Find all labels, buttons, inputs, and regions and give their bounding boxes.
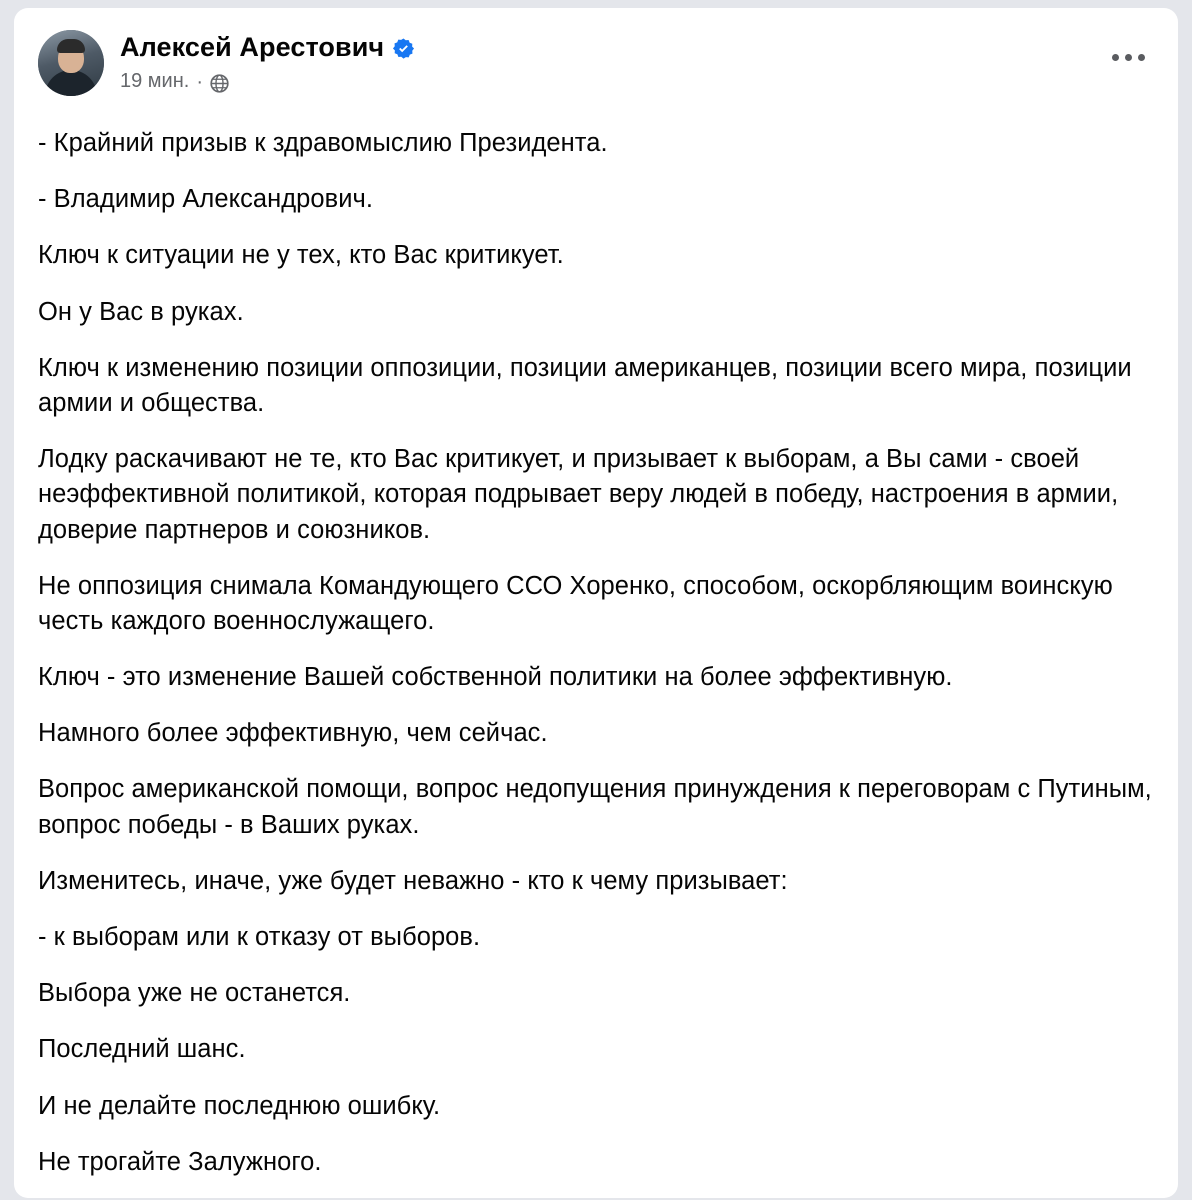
post-paragraph: Ключ - это изменение Вашей собственной политики на более эффективную.	[38, 663, 953, 692]
post-paragraph: - к выборам или к отказу от выборов.	[38, 923, 481, 951]
post-header	[38, 26, 1154, 104]
ellipsis-dot-3	[1138, 54, 1145, 61]
author-name[interactable]: Алексей Арестович	[120, 32, 385, 62]
post-paragraph: Он у Вас в руках.	[38, 297, 244, 326]
post-header-text	[120, 26, 415, 93]
post-paragraph: Изменитесь, иначе, уже будет неважно - кто к чему призывает:	[38, 866, 788, 895]
post-paragraph: - Владимир Александрович.	[38, 185, 373, 214]
avatar[interactable]	[38, 30, 104, 96]
post-more-options-button[interactable]	[1102, 40, 1154, 74]
post-card	[14, 8, 1178, 1198]
post-paragraph: Последний шанс.	[38, 1035, 246, 1064]
ellipsis-dot-2	[1125, 54, 1132, 61]
post-meta	[120, 70, 415, 93]
author-row	[120, 32, 415, 63]
post-paragraph: Вопрос американской помощи, вопрос недопущения принуждения к переговорам с Путиным, вопрос победы - в Ваших руках.	[38, 775, 1152, 839]
post-paragraph: Не трогайте Залужного.	[38, 1147, 322, 1176]
post-paragraph: И не делайте последнюю ошибку.	[38, 1091, 441, 1120]
post-timestamp[interactable]: 19 мин.	[120, 70, 190, 93]
post-paragraph: Ключ к ситуации не у тех, кто Вас критикует.	[38, 241, 564, 270]
post-paragraph: Лодку раскачивают не те, кто Вас критикует, и призывает к выборам, а Вы сами - своей неэффективной политикой, которая подрывает веру людей в победу, настроения в армии, доверие партнеров и союзников.	[38, 445, 1119, 544]
avatar-hair-shape	[57, 39, 85, 53]
verified-badge-icon	[392, 37, 415, 60]
post-body	[38, 126, 1154, 1180]
globe-icon[interactable]	[210, 74, 229, 93]
meta-separator: ·	[196, 70, 203, 93]
ellipsis-dot-1	[1112, 54, 1119, 61]
post-paragraph: Не оппозиция снимала Командующего ССО Хоренко, способом, оскорбляющим воинскую честь каждого военнослужащего.	[38, 571, 1113, 635]
post-paragraph: Выбора уже не останется.	[38, 979, 351, 1008]
post-paragraph: Намного более эффективную, чем сейчас.	[38, 719, 548, 748]
post-paragraph: - Крайний призыв к здравомыслию Президента.	[38, 129, 608, 157]
post-paragraph: Ключ к изменению позиции оппозиции, позиции американцев, позиции всего мира, позиции армии и общества.	[38, 353, 1132, 417]
